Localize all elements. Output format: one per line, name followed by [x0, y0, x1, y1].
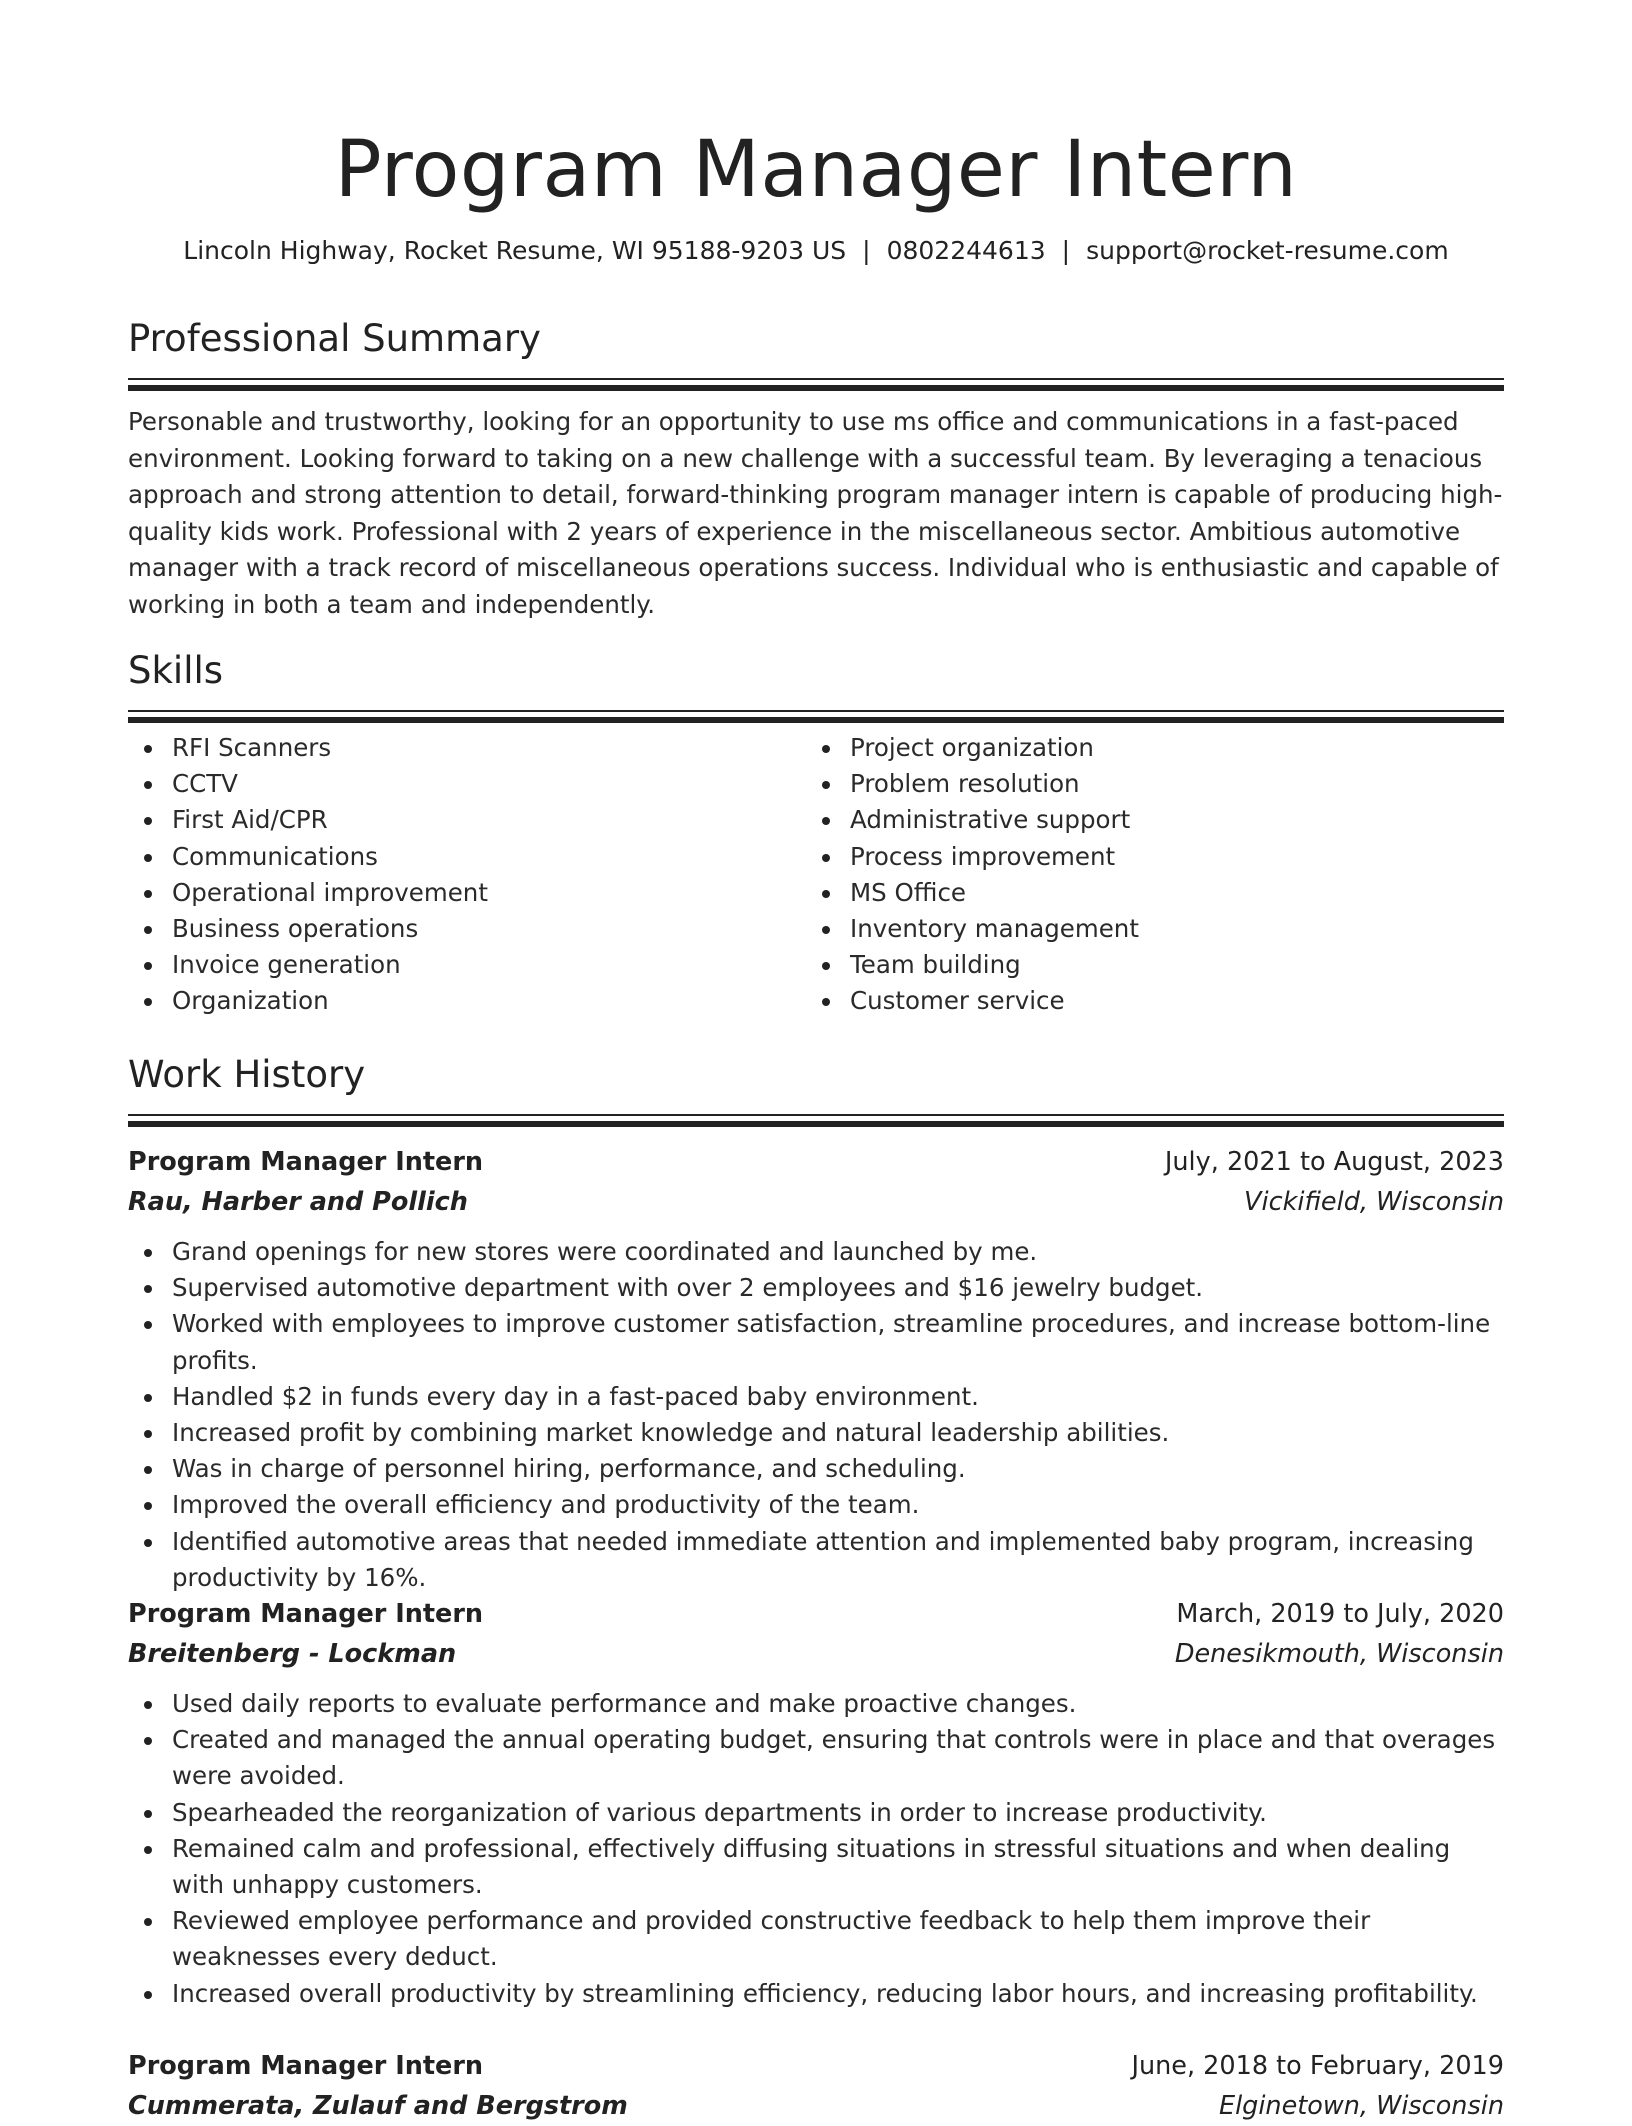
work-history-title: Work History [128, 1053, 366, 1096]
contact-line [128, 234, 1504, 268]
job-bullet: Supervised automotive department with over 2 employees and $16 jewelry budget. [128, 1270, 1504, 1306]
skill-item: Organization [128, 983, 806, 1019]
job-entry [128, 1594, 1504, 2012]
job-bullet: Handled $2 in funds every day in a fast-paced baby environment. [128, 1379, 1504, 1415]
skills-columns [128, 730, 1504, 1020]
job-location: Elginetown, Wisconsin [1218, 2091, 1504, 2121]
skills-right-list [806, 730, 1484, 1020]
job-bullet: Increased profit by combining market knowledge and natural leadership abilities. [128, 1415, 1504, 1451]
job-company: Rau, Harber and Pollich [128, 1187, 468, 1217]
job-bullet: Grand openings for new stores were coordinated and launched by me. [128, 1234, 1504, 1270]
job-bullet: Created and managed the annual operating budget, ensuring that controls were in place and that overages were avoided. [128, 1722, 1504, 1794]
contact-separator: | [862, 236, 871, 265]
skill-item: Process improvement [806, 839, 1484, 875]
section-divider [128, 378, 1504, 380]
job-location: Vickifield, Wisconsin [1244, 1187, 1504, 1217]
job-title: Program Manager Intern [128, 1147, 484, 1177]
summary-section [128, 316, 1504, 623]
skill-item: Operational improvement [128, 875, 806, 911]
job-title: Program Manager Intern [128, 1599, 484, 1629]
job-bullet: Improved the overall efficiency and productivity of the team. [128, 1487, 1504, 1523]
skills-section [128, 648, 1504, 1020]
job-dates: June, 2018 to February, 2019 [1131, 2051, 1504, 2081]
skills-left-list [128, 730, 806, 1020]
job-bullet: Increased overall productivity by streamlining efficiency, reducing labor hours, and increasing profitability. [128, 1976, 1504, 2012]
skill-item: Administrative support [806, 802, 1484, 838]
section-divider [128, 710, 1504, 712]
skill-item: MS Office [806, 875, 1484, 911]
job-bullet: Worked with employees to improve customer satisfaction, streamline procedures, and increase bottom-line profits. [128, 1306, 1504, 1378]
job-company: Cummerata, Zulauf and Bergstrom [128, 2091, 628, 2121]
job-dates: March, 2019 to July, 2020 [1176, 1599, 1504, 1629]
skill-item: Customer service [806, 983, 1484, 1019]
skill-item: Communications [128, 839, 806, 875]
job-location: Denesikmouth, Wisconsin [1174, 1639, 1504, 1669]
job-bullet-list [128, 1234, 1504, 1596]
job-company: Breitenberg - Lockman [128, 1639, 457, 1669]
skill-item: Team building [806, 947, 1484, 983]
skill-item: Problem resolution [806, 766, 1484, 802]
contact-address: Lincoln Highway, Rocket Resume, WI 95188-9203 US [183, 236, 847, 265]
job-bullet: Spearheaded the reorganization of various departments in order to increase productivity. [128, 1795, 1504, 1831]
skills-title: Skills [128, 649, 224, 692]
skill-item: Invoice generation [128, 947, 806, 983]
job-bullet: Used daily reports to evaluate performance and make proactive changes. [128, 1686, 1504, 1722]
skill-item: Project organization [806, 730, 1484, 766]
section-divider [128, 1114, 1504, 1116]
contact-email: support@rocket-resume.com [1086, 236, 1449, 265]
contact-phone: 0802244613 [886, 236, 1046, 265]
job-dates: July, 2021 to August, 2023 [1164, 1147, 1504, 1177]
skill-item: Inventory management [806, 911, 1484, 947]
skill-item: First Aid/CPR [128, 802, 806, 838]
job-bullet: Reviewed employee performance and provided constructive feedback to help them improve their weaknesses every deduct. [128, 1903, 1504, 1975]
job-bullet: Was in charge of personnel hiring, performance, and scheduling. [128, 1451, 1504, 1487]
skill-item: RFI Scanners [128, 730, 806, 766]
summary-title: Professional Summary [128, 317, 541, 360]
job-bullet: Remained calm and professional, effectively diffusing situations in stressful situations and when dealing with unhappy customers. [128, 1831, 1504, 1903]
work-history-section [128, 1052, 1504, 1116]
summary-text: Personable and trustworthy, looking for an opportunity to use ms office and communications in a fast-paced environment. Looking forward to taking on a new challenge with a successful team. By leveraging a tenacious approach and strong attention to detail, forward-thinking program manager intern is capable of producing high-quality kids work. Professional with 2 years of experience in the miscellaneous sector. Ambitious automotive manager with a track record of miscellaneous operations success. Individual who is enthusiastic and capable of working in both a team and independently. [128, 407, 1503, 619]
job-entry [128, 2046, 1504, 2126]
job-bullet: Identified automotive areas that needed immediate attention and implemented baby program, increasing productivity by 16%. [128, 1524, 1504, 1596]
job-entry [128, 1142, 1504, 1596]
skill-item: CCTV [128, 766, 806, 802]
contact-separator: | [1061, 236, 1071, 265]
resume-page [128, 0, 1504, 2121]
candidate-name: Program Manager Intern [334, 125, 1298, 215]
skill-item: Business operations [128, 911, 806, 947]
job-bullet-list [128, 1686, 1504, 2012]
job-title: Program Manager Intern [128, 2051, 484, 2081]
